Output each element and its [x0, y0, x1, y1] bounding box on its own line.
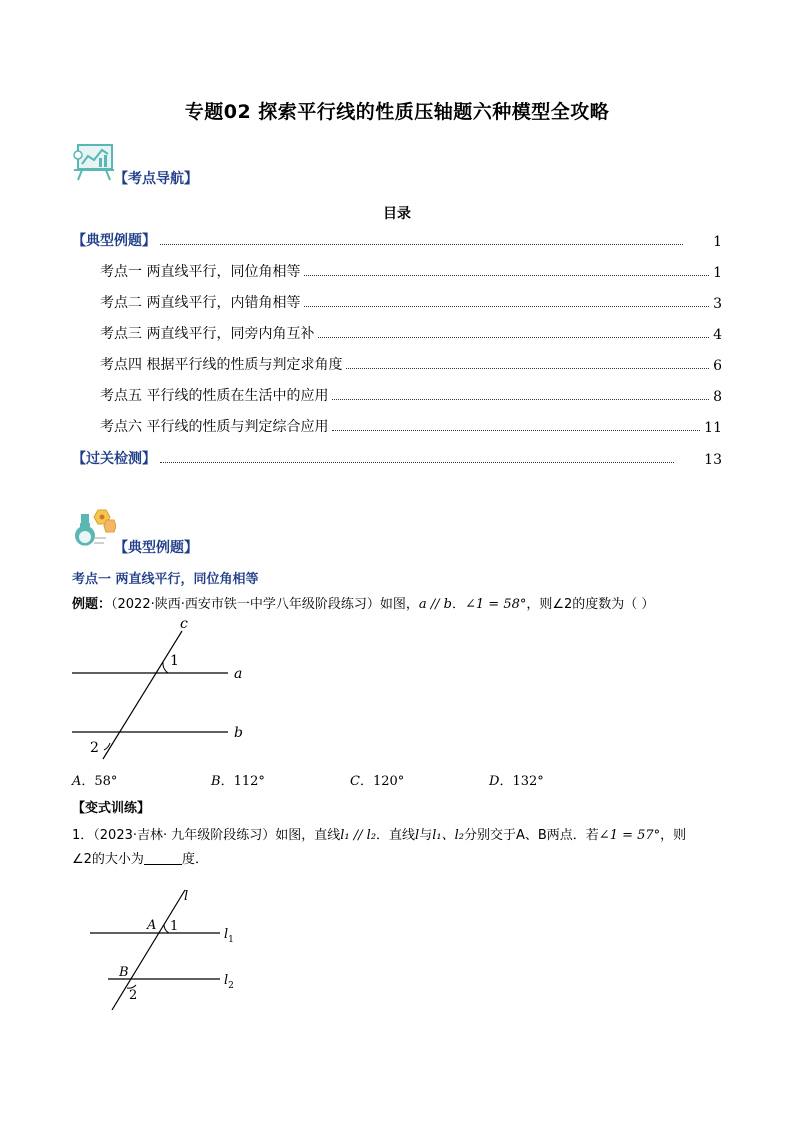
- toc-entry-point6[interactable]: [100, 416, 722, 436]
- toc-leader-dots: [160, 462, 674, 463]
- q1-suffix: 度．: [181, 852, 208, 867]
- example-condition-angle: ∠1 = 58°: [465, 597, 527, 612]
- example-lead: 例题：: [72, 597, 112, 612]
- toc-leader-dots: [160, 244, 683, 245]
- option-text: ．132°: [499, 774, 544, 789]
- toc-leader-dots: [346, 368, 709, 369]
- toc-entry-label: 考点五 平行线的性质在生活中的应用: [100, 388, 329, 404]
- toc-entry-page: 3: [713, 296, 722, 312]
- variant-question-1: [72, 824, 722, 872]
- toc-entry-label: 考点四 根据平行线的性质与判定求角度: [100, 357, 343, 373]
- toc-leader-dots: [332, 399, 709, 400]
- option-b[interactable]: [211, 770, 265, 789]
- q1-mid1: ．直线: [376, 828, 416, 843]
- label-angle-2: 2: [90, 740, 99, 756]
- toc-entry-label: 考点六 平行线的性质与判定综合应用: [100, 419, 329, 435]
- label-A: A: [147, 918, 157, 933]
- example-condition-parallel: a // b: [418, 597, 452, 612]
- label-l2: $l_2$: [224, 973, 234, 991]
- toc-entry-page: 1: [713, 234, 722, 250]
- label-l: l: [184, 889, 189, 904]
- label-B: B: [119, 965, 129, 980]
- q1-mid3: 分别交于A、B两点．若: [463, 828, 599, 843]
- toc-entry-page: 6: [713, 358, 722, 374]
- toc-entry-point3[interactable]: [100, 323, 722, 343]
- toc-leader-dots: [304, 275, 709, 276]
- toc-leader-dots: [304, 306, 709, 307]
- toc-entry-page: 1: [713, 265, 722, 281]
- option-text: ．58°: [81, 774, 118, 789]
- q1-prefix: 1．（2023·吉林· 九年级阶段练习）如图，直线: [72, 828, 341, 843]
- option-a[interactable]: [72, 770, 117, 789]
- toc-entry-page: 4: [713, 327, 722, 343]
- toc-entry-label: 【过关检测】: [72, 451, 156, 467]
- toc-entry-point2[interactable]: [100, 292, 722, 312]
- label-angle-1: 1: [170, 653, 179, 669]
- option-text: ．112°: [220, 774, 265, 789]
- toc-entry-label: 考点二 两直线平行，内错角相等: [100, 295, 301, 311]
- label-l1: $l_1$: [224, 927, 234, 945]
- example-section-label: 【典型例题】: [114, 540, 198, 556]
- toc-entry-page: 13: [704, 452, 722, 468]
- toc-heading: 目录: [383, 206, 411, 222]
- q1-mid2: 与: [419, 828, 433, 843]
- q1-angle: ∠1 = 57°: [598, 828, 661, 843]
- nav-section-label: 【考点导航】: [114, 171, 198, 187]
- option-letter: A: [72, 774, 82, 789]
- example-ask: ，则∠2的度数为（ ）: [526, 597, 655, 612]
- option-letter: B: [211, 774, 221, 789]
- example-figure: [60, 614, 280, 764]
- page-title: 专题02 探索平行线的性质压轴题六种模型全攻略: [184, 101, 610, 123]
- variant-training-label: 【变式训练】: [72, 801, 151, 816]
- science-flask-icon: [72, 508, 116, 550]
- q1-mid4: ，则: [660, 828, 687, 843]
- option-letter: C: [350, 774, 360, 789]
- toc-entry-point5[interactable]: [100, 385, 722, 405]
- q1-parallel: l₁ // l₂: [340, 828, 377, 843]
- angle-1-arc: [164, 924, 169, 933]
- toc-entry-point1[interactable]: [100, 261, 722, 281]
- toc-entry-checkpoint[interactable]: [72, 448, 722, 468]
- option-d[interactable]: [489, 770, 544, 789]
- option-c[interactable]: [350, 770, 404, 789]
- toc-entry-page: 8: [713, 389, 722, 405]
- label-b: b: [234, 725, 243, 741]
- example-source: （2022·陕西·西安市铁一中学八年级阶段练习）如图，: [111, 597, 419, 612]
- example-separator: ．: [451, 597, 465, 612]
- option-text: ．120°: [359, 774, 405, 789]
- line-l: [112, 890, 185, 1010]
- label-c: c: [180, 616, 188, 632]
- presentation-board-icon: [72, 142, 116, 182]
- answer-options: [72, 770, 672, 790]
- toc-leader-dots: [332, 430, 700, 431]
- q1-ask: ∠2的大小为: [72, 852, 144, 867]
- label-angle-1: 1: [170, 919, 179, 934]
- label-angle-2: 2: [129, 988, 138, 1003]
- toc-entry-examples[interactable]: [72, 230, 722, 250]
- option-letter: D: [489, 774, 500, 789]
- label-a: a: [234, 666, 243, 682]
- toc-entry-point4[interactable]: [100, 354, 722, 374]
- toc-entry-label: 【典型例题】: [72, 233, 156, 249]
- toc-entry-label: 考点三 两直线平行，同旁内角互补: [100, 326, 315, 342]
- toc-entry-page: 11: [704, 420, 722, 436]
- line-c: [103, 631, 182, 759]
- toc-leader-dots: [318, 337, 709, 338]
- point1-title: 考点一 两直线平行，同位角相等: [72, 572, 259, 587]
- toc-entry-label: 考点一 两直线平行，同位角相等: [100, 264, 301, 280]
- answer-blank[interactable]: [144, 850, 182, 865]
- variant-figure: [80, 884, 260, 1014]
- q1-line-l: l: [415, 828, 420, 843]
- angle-1-arc: [163, 662, 168, 673]
- q1-lines: l₁、l₂: [432, 828, 464, 843]
